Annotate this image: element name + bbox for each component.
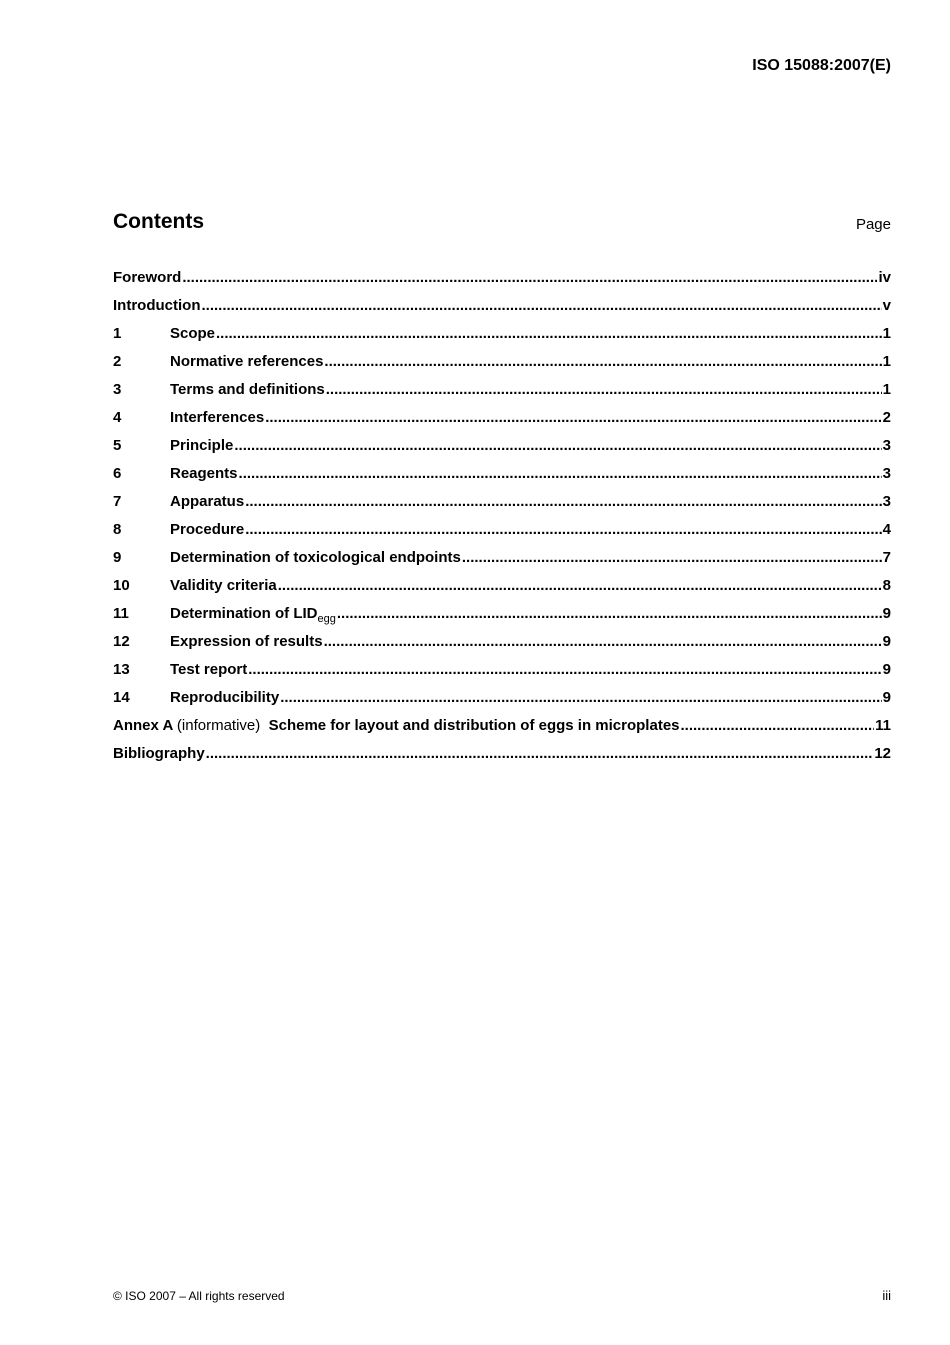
toc-entry-title: Procedure [170, 521, 245, 538]
toc-entry-clause-11[interactable] [113, 604, 891, 632]
toc-entry-number: 1 [113, 325, 122, 342]
toc-entry-clause-2[interactable] [113, 352, 891, 380]
toc-entry-clause-9[interactable] [113, 548, 891, 576]
toc-entry-title: Scope [170, 325, 216, 342]
toc-entry-title: Terms and definitions [170, 381, 325, 398]
toc-entry-introduction[interactable] [113, 296, 891, 324]
toc-entry-title: Determination of toxicological endpoints [170, 549, 461, 566]
toc-entry-subscript: egg [317, 613, 336, 625]
toc-entry-clause-14[interactable] [113, 688, 891, 716]
toc-entry-title: Reproducibility [170, 689, 280, 706]
toc-entry-title-text: Determination of LID [170, 605, 318, 622]
toc-leader-dots [206, 744, 874, 764]
toc-entry-page: 1 [882, 381, 891, 398]
toc-entry-page: 12 [874, 745, 891, 762]
toc-leader-dots [265, 408, 881, 428]
toc-entry-title [113, 716, 680, 736]
toc-entry-page: 7 [882, 549, 891, 566]
toc-entry-title [170, 604, 336, 624]
toc-leader-dots [337, 604, 882, 624]
toc-leader-dots [462, 548, 882, 568]
annex-label: Annex A [113, 717, 173, 734]
toc-entry-page: 1 [882, 353, 891, 370]
toc-entry-page: 11 [875, 717, 891, 734]
toc-entry-page: 3 [882, 493, 891, 510]
toc-entry-page: 4 [882, 521, 891, 538]
footer-copyright: © ISO 2007 – All rights reserved [113, 1289, 285, 1303]
toc-entry-page: 9 [882, 689, 891, 706]
toc-entry-number: 6 [113, 465, 122, 482]
toc-entry-title: Expression of results [170, 633, 323, 650]
toc-entry-number: 14 [113, 689, 130, 706]
toc-leader-dots [234, 436, 881, 456]
toc-entry-number: 7 [113, 493, 122, 510]
toc-entry-page: 3 [882, 465, 891, 482]
toc-entry-number: 2 [113, 353, 122, 370]
toc-entry-page: iv [878, 269, 891, 286]
contents-heading: Contents [113, 210, 204, 233]
toc-entry-page: 9 [882, 661, 891, 678]
table-of-contents [113, 268, 891, 772]
toc-entry-clause-13[interactable] [113, 660, 891, 688]
toc-entry-title: Interferences [170, 409, 265, 426]
toc-entry-page: 2 [882, 409, 891, 426]
toc-leader-dots [280, 688, 881, 708]
toc-entry-number: 10 [113, 577, 130, 594]
toc-entry-title: Validity criteria [170, 577, 277, 594]
toc-entry-number: 8 [113, 521, 122, 538]
toc-leader-dots [216, 324, 882, 344]
toc-leader-dots [182, 268, 877, 288]
toc-entry-title: Introduction [113, 297, 201, 314]
toc-entry-title: Foreword [113, 269, 182, 286]
toc-entry-number: 3 [113, 381, 122, 398]
toc-leader-dots [239, 464, 882, 484]
document-id: ISO 15088:2007(E) [752, 57, 891, 74]
toc-leader-dots [245, 520, 881, 540]
toc-entry-title: Principle [170, 437, 234, 454]
annex-type: (informative) [176, 717, 261, 734]
toc-entry-number: 11 [113, 605, 129, 622]
toc-entry-title: Bibliography [113, 745, 205, 762]
toc-entry-clause-4[interactable] [113, 408, 891, 436]
annex-title: Scheme for layout and distribution of eggs in microplates [268, 717, 680, 734]
toc-leader-dots [278, 576, 882, 596]
toc-entry-page: v [882, 297, 891, 314]
toc-entry-number: 13 [113, 661, 130, 678]
toc-leader-dots [324, 352, 881, 372]
toc-entry-title: Apparatus [170, 493, 245, 510]
toc-entry-page: 9 [882, 633, 891, 650]
footer-page-number: iii [882, 1288, 891, 1303]
toc-entry-bibliography[interactable] [113, 744, 891, 772]
toc-leader-dots [248, 660, 881, 680]
toc-entry-clause-12[interactable] [113, 632, 891, 660]
toc-entry-annex-a[interactable] [113, 716, 891, 744]
toc-entry-number: 5 [113, 437, 122, 454]
toc-leader-dots [324, 632, 882, 652]
toc-entry-number: 12 [113, 633, 130, 650]
toc-entry-page: 8 [882, 577, 891, 594]
toc-leader-dots [326, 380, 882, 400]
toc-entry-clause-7[interactable] [113, 492, 891, 520]
toc-entry-clause-3[interactable] [113, 380, 891, 408]
toc-leader-dots [245, 492, 881, 512]
toc-leader-dots [201, 296, 881, 316]
toc-entry-clause-5[interactable] [113, 436, 891, 464]
toc-leader-dots [681, 716, 875, 736]
toc-entry-clause-1[interactable] [113, 324, 891, 352]
toc-entry-number: 9 [113, 549, 122, 566]
toc-entry-number: 4 [113, 409, 122, 426]
toc-entry-clause-8[interactable] [113, 520, 891, 548]
toc-entry-page: 9 [882, 605, 891, 622]
toc-entry-title: Normative references [170, 353, 324, 370]
page-column-label: Page [855, 216, 891, 233]
toc-entry-clause-10[interactable] [113, 576, 891, 604]
toc-entry-title: Reagents [170, 465, 238, 482]
toc-entry-page: 1 [882, 325, 891, 342]
toc-entry-foreword[interactable] [113, 268, 891, 296]
toc-entry-page: 3 [882, 437, 891, 454]
toc-entry-clause-6[interactable] [113, 464, 891, 492]
toc-entry-title: Test report [170, 661, 248, 678]
